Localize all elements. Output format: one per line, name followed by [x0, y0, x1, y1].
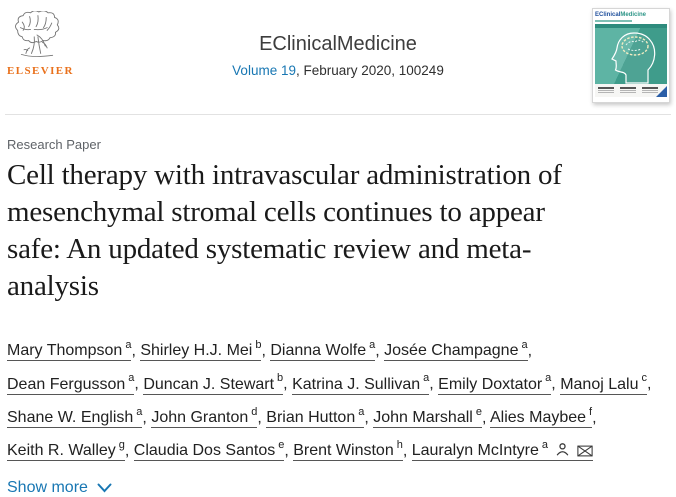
- author-affiliation-sup: e: [475, 405, 482, 418]
- author-name: Lauralyn McIntyre: [411, 442, 539, 460]
- cover-subtitle-bar: [595, 20, 632, 22]
- article-type-label: Research Paper: [7, 137, 101, 152]
- author-affiliation-sup: d: [251, 405, 258, 418]
- author-name: Mary Thompson: [7, 342, 123, 360]
- author-item: [373, 405, 482, 428]
- author-name: Claudia Dos Santos: [133, 442, 276, 460]
- author-item: [411, 438, 593, 461]
- author-affiliation-sup: a: [545, 372, 552, 385]
- author-name: Shirley H.J. Mei: [140, 342, 253, 360]
- author-affiliation-sup: g: [118, 438, 125, 451]
- author-item: [151, 405, 258, 428]
- author-name: Dianna Wolfe: [270, 342, 367, 360]
- author-item: [133, 438, 285, 461]
- author-name: Emily Doxtator: [438, 375, 543, 393]
- cover-footer-col: [598, 87, 614, 94]
- author-link[interactable]: [266, 405, 365, 428]
- author-link[interactable]: [143, 372, 284, 395]
- author-affiliation-sup: a: [423, 372, 430, 385]
- author-name: Brian Hutton: [266, 408, 356, 426]
- author-link[interactable]: [293, 438, 403, 461]
- author-affiliation-sup: b: [277, 372, 284, 385]
- author-affiliation-sup: a: [521, 339, 528, 351]
- author-link[interactable]: [7, 405, 143, 428]
- author-name: Katrina J. Sullivan: [292, 375, 421, 393]
- journal-header: [0, 0, 676, 114]
- author-item: [384, 339, 528, 361]
- author-item: [560, 372, 647, 395]
- journal-title-link[interactable]: EClinicalMedicine: [259, 33, 417, 55]
- author-name: Dean Fergusson: [7, 375, 126, 393]
- author-item: [489, 405, 593, 428]
- author-item: [266, 405, 365, 428]
- cover-masthead: EClinicalMedicine: [595, 12, 647, 18]
- show-more-button[interactable]: [7, 479, 112, 497]
- author-affiliation-sup: c: [641, 372, 647, 385]
- elsevier-logo[interactable]: [7, 11, 74, 77]
- author-link[interactable]: [151, 405, 258, 428]
- author-affiliation-sup: e: [278, 438, 285, 451]
- article-title: Cell therapy with intravascular administration of mesenchymal stromal cells continues to appear safe: An updated systematic review and meta-analysis: [7, 159, 562, 302]
- author-link[interactable]: [7, 339, 132, 361]
- author-link[interactable]: [292, 372, 430, 395]
- cover-footer: [595, 84, 667, 97]
- header-divider: [5, 114, 671, 115]
- elsevier-tree-icon: [9, 11, 65, 59]
- volume-link[interactable]: Volume 19: [232, 63, 296, 78]
- author-item: [7, 438, 125, 461]
- author-name: Shane W. English: [7, 408, 134, 426]
- author-name: Brent Winston: [293, 442, 394, 460]
- author-link[interactable]: [411, 438, 593, 461]
- author-item: [143, 372, 284, 395]
- author-affiliation-sup: f: [589, 405, 593, 418]
- author-affiliation-sup: b: [255, 339, 262, 351]
- author-link[interactable]: [140, 339, 262, 361]
- author-affiliation-sup: a: [125, 339, 132, 351]
- author-list: Mary Thompson $^a$, Shirley H.J. Mei $^b$, Dianna Wolfe $^a$, Josée Champagne $^a$, Dean Fergusson $^a$, Duncan J. Stewart $^b$, Katrina J. Sullivan $^a$, Emily Doxtator $^a$, Manoj Lalu $^c$, Shane W. English $^a$, John Granton $^d$, Brian Hutton $^a$, John Marshall $^e$, Alies Maybee $^f$, Keith R. Walley $^g$, Claudia Dos Santos $^e$, Brent Winston $^h$, Lauralyn McIntyre $^a$: [7, 339, 652, 460]
- author-item: [292, 372, 430, 395]
- author-affiliation-sup: h: [396, 438, 403, 451]
- journal-title-block: [0, 0, 676, 78]
- author-affiliation-sup: a: [136, 405, 143, 418]
- author-link[interactable]: [489, 405, 593, 428]
- author-link[interactable]: [270, 339, 376, 361]
- author-name: Duncan J. Stewart: [143, 375, 275, 393]
- author-affiliation-sup: a: [541, 438, 549, 451]
- head-brain-icon: [604, 30, 660, 84]
- author-affiliation-sup: a: [128, 372, 135, 385]
- author-item: [438, 372, 552, 395]
- cover-artwork: [595, 28, 667, 84]
- author-item: [270, 339, 376, 361]
- article-main: [0, 137, 676, 497]
- author-link[interactable]: [7, 372, 135, 395]
- author-name: Keith R. Walley: [7, 442, 116, 460]
- issue-info: , February 2020, 100249: [295, 63, 444, 78]
- author-item: [293, 438, 403, 461]
- author-link[interactable]: [560, 372, 647, 395]
- envelope-icon[interactable]: [577, 445, 593, 457]
- author-name: Manoj Lalu: [560, 375, 639, 393]
- chevron-down-icon: [97, 483, 112, 493]
- volume-line: [0, 63, 676, 78]
- author-link[interactable]: [373, 405, 482, 428]
- author-item: [7, 372, 135, 395]
- author-name: Alies Maybee: [489, 408, 587, 426]
- journal-cover-thumbnail[interactable]: [592, 8, 670, 103]
- author-item: [7, 405, 143, 428]
- author-affiliation-sup: a: [358, 405, 365, 418]
- person-icon[interactable]: [555, 442, 570, 457]
- show-more-label: Show more: [7, 479, 88, 497]
- author-link[interactable]: [438, 372, 552, 395]
- author-name: Josée Champagne: [384, 342, 519, 360]
- author-item: [7, 339, 132, 361]
- cover-corner-badge: [656, 86, 667, 97]
- author-name: John Granton: [151, 408, 249, 426]
- cover-footer-col: [620, 87, 636, 94]
- elsevier-wordmark: ELSEVIER: [7, 65, 74, 77]
- author-affiliation-sup: a: [369, 339, 376, 351]
- author-item: [140, 339, 262, 361]
- author-link[interactable]: [384, 339, 528, 361]
- author-link[interactable]: [7, 438, 125, 461]
- author-name: John Marshall: [373, 408, 473, 426]
- author-link[interactable]: [133, 438, 285, 461]
